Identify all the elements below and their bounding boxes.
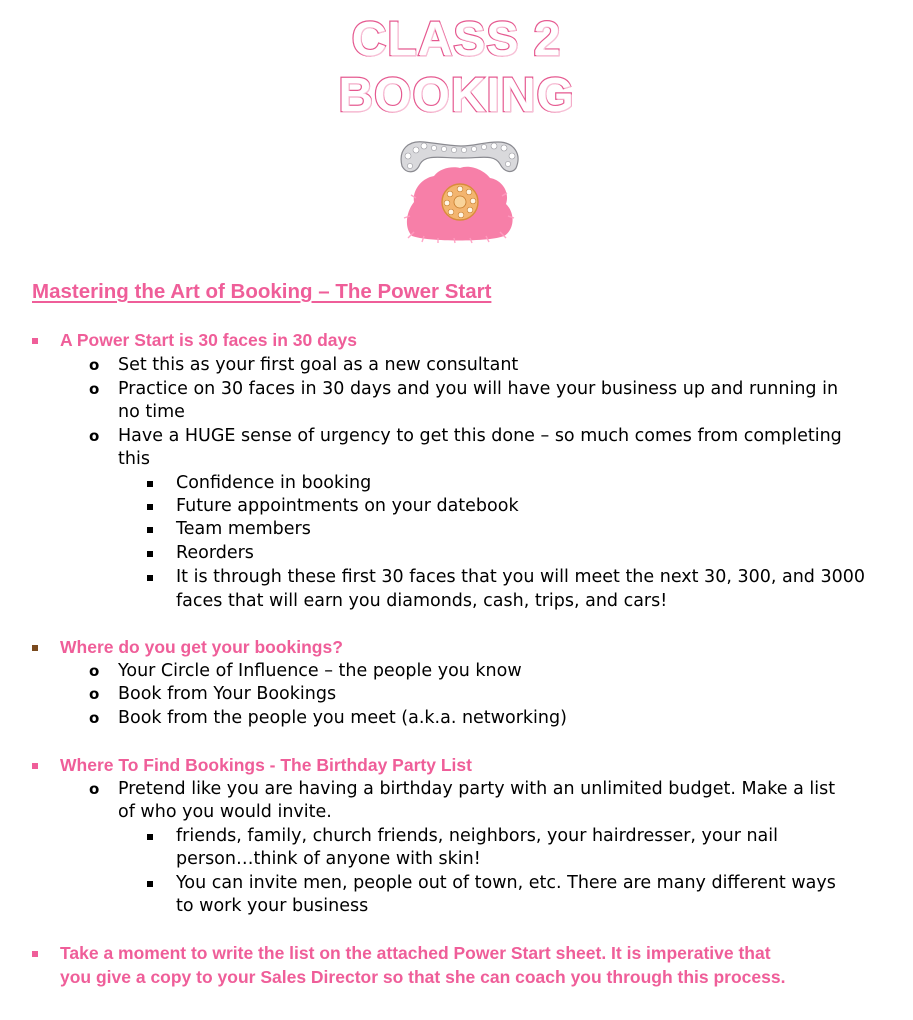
circle-bullet-icon: o — [89, 662, 100, 680]
sub-list-item-continuation: faces that will earn you diamonds, cash, trips, and cars! — [176, 591, 668, 611]
circle-bullet-icon: o — [89, 780, 100, 798]
title-line-1: CLASS 2 — [351, 13, 562, 66]
handset — [401, 142, 518, 172]
brown-bullet-icon — [32, 645, 38, 651]
list-item-continuation: this — [118, 449, 150, 469]
circle-bullet-icon: o — [89, 427, 100, 445]
square-bullet-icon — [147, 834, 153, 840]
list-item-continuation: no time — [118, 402, 185, 422]
pink-telephone-illustration — [394, 132, 524, 244]
square-bullet-icon — [147, 527, 153, 533]
circle-bullet-icon: o — [89, 685, 100, 703]
square-bullet-icon — [147, 575, 153, 581]
sub-list-item-continuation: to work your business — [176, 896, 369, 916]
section-heading: Mastering the Art of Booking – The Power Start — [32, 280, 492, 303]
pink-bullet-icon — [32, 338, 38, 344]
pink-bullet-icon — [32, 951, 38, 957]
title-line-2: BOOKING — [338, 69, 575, 122]
list-item-continuation: of who you would invite. — [118, 802, 332, 822]
section-4-label-continuation: you give a copy to your Sales Director so that she can coach you through this process. — [60, 967, 786, 987]
sub-list-item-continuation: person…think of anyone with skin! — [176, 849, 481, 869]
square-bullet-icon — [147, 881, 153, 887]
circle-bullet-icon: o — [89, 380, 100, 398]
circle-bullet-icon: o — [89, 709, 100, 727]
pink-bullet-icon — [32, 763, 38, 769]
circle-bullet-icon: o — [89, 356, 100, 374]
square-bullet-icon — [147, 481, 153, 487]
square-bullet-icon — [147, 504, 153, 510]
square-bullet-icon — [147, 551, 153, 557]
